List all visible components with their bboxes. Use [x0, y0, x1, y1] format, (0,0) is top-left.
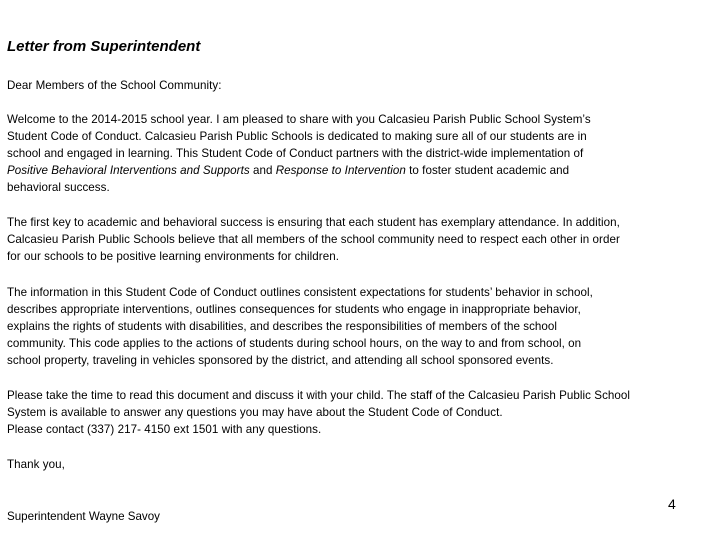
- page-number: 4: [668, 496, 676, 512]
- paragraph-line: community. This code applies to the actions of students during school hours, on the way to and from school, on: [7, 337, 582, 350]
- paragraph-line: explains the rights of students with disabilities, and describes the responsibilities of members of the school: [7, 320, 558, 333]
- paragraph-contact: [7, 387, 712, 438]
- paragraph-line: [7, 162, 712, 179]
- signature: Superintendent Wayne Savoy: [7, 510, 160, 523]
- paragraph-welcome: [7, 111, 712, 196]
- paragraph-line: Calcasieu Parish Public Schools believe that all members of the school community need to respect each other in order: [7, 233, 620, 246]
- paragraph-line: school property, traveling in vehicles sponsored by the district, and attending all school sponsored events.: [7, 354, 554, 367]
- paragraph-line: Welcome to the 2014-2015 school year. I am pleased to share with you Calcasieu Parish Public School System’s: [7, 113, 591, 126]
- paragraph-line: The first key to academic and behavioral success is ensuring that each student has exemplary attendance. In addition,: [7, 216, 620, 229]
- greeting-text: Dear Members of the School Community:: [7, 79, 222, 92]
- closing: [7, 456, 712, 473]
- paragraph-code-info: [7, 284, 712, 369]
- paragraph-line: The information in this Student Code of Conduct outlines consistent expectations for students’ behavior in school,: [7, 286, 593, 299]
- paragraph-line: behavioral success.: [7, 181, 110, 194]
- closing-text: Thank you,: [7, 458, 65, 471]
- paragraph-line: for our schools to be positive learning environments for children.: [7, 250, 339, 263]
- conjunction-text: and: [249, 164, 276, 177]
- paragraph-line: describes appropriate interventions, outlines consequences for students who engage in inappropriate behavior,: [7, 303, 581, 316]
- greeting: [7, 77, 712, 94]
- paragraph-line: school and engaged in learning. This Student Code of Conduct partners with the district-wide implementation of: [7, 147, 584, 160]
- pbis-program-name: Positive Behavioral Interventions and Supports: [7, 164, 250, 177]
- letter-title: Letter from Superintendent: [7, 38, 201, 55]
- paragraph-line: Please take the time to read this document and discuss it with your child. The staff of the Calcasieu Parish Public School: [7, 389, 631, 402]
- paragraph-attendance: [7, 214, 712, 265]
- line-remainder: to foster student academic and: [405, 164, 570, 177]
- paragraph-line: Student Code of Conduct. Calcasieu Parish Public Schools is dedicated to making sure all of our students are in: [7, 130, 587, 143]
- rti-program-name: Response to Intervention: [275, 164, 406, 177]
- contact-phone-line: Please contact (337) 217- 4150 ext 1501 with any questions.: [7, 423, 322, 436]
- paragraph-line: System is available to answer any questions you may have about the Student Code of Conduct.: [7, 406, 503, 419]
